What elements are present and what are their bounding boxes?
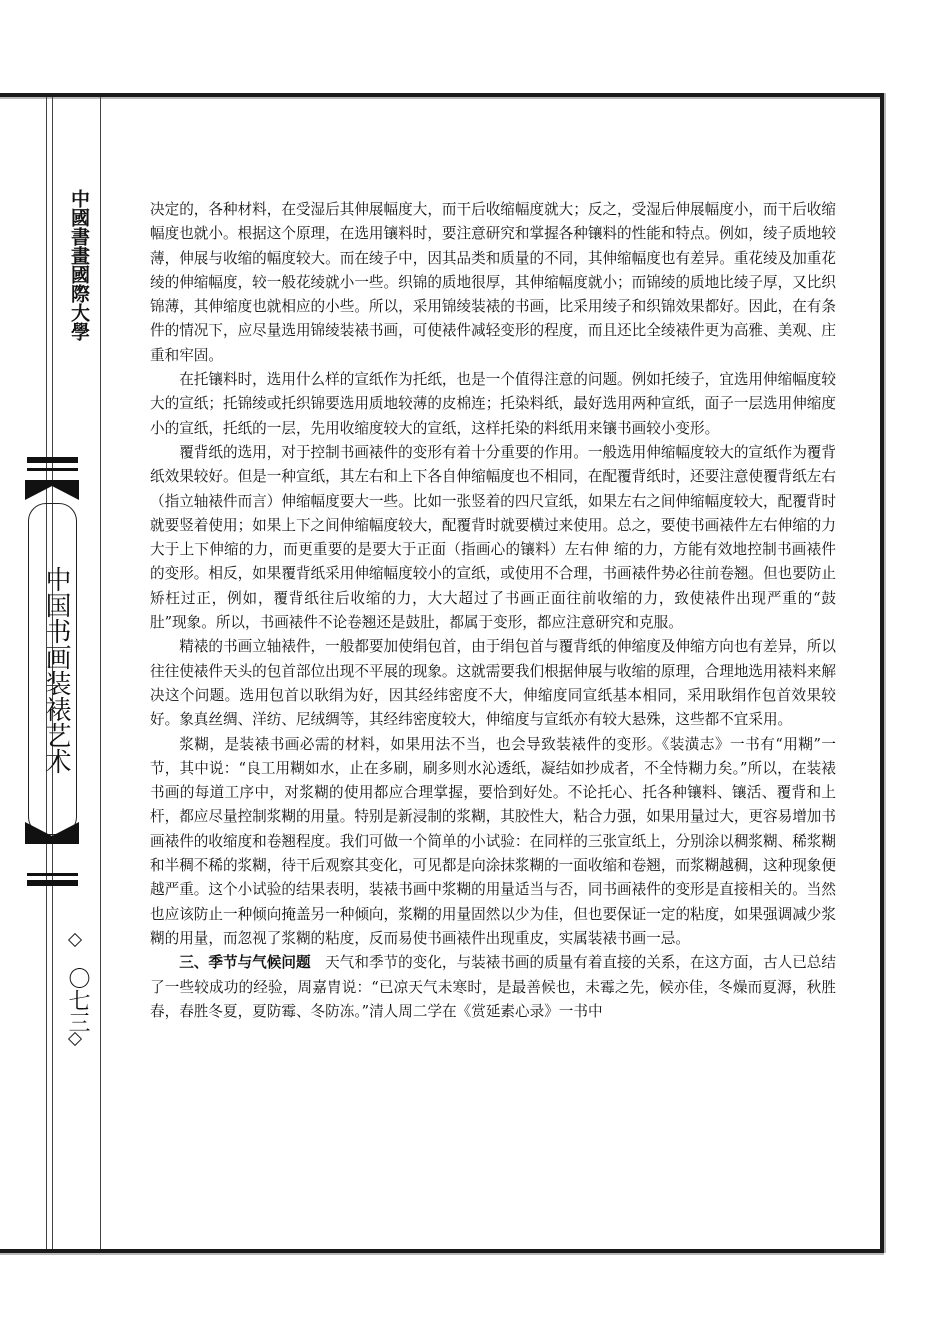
sidebar-rule: [100, 97, 101, 1249]
book-title: 中国书画装裱艺术: [41, 566, 71, 774]
paragraph: [150, 951, 836, 1024]
ornament-bar: [27, 873, 78, 876]
diamond-icon: [68, 933, 82, 947]
ornament-bar: [27, 457, 78, 463]
paragraph: 覆背纸的选用，对于控制书画裱件的变形有着十分重要的作用。一般选用伸缩幅度较大的宣纸作为覆背纸效果较好。但是一种宣纸，其左右和上下各自伸缩幅度也不相同，在配覆背纸时，还要注意使覆背纸左右（指立轴裱件而言）伸缩幅度要大一些。比如一张竖着的四尺宣纸，如果左右之间伸缩幅度较大，配覆背时就要竖着使用；如果上下之间伸缩幅度较大，配覆背时就要横过来使用。总之，要使书画裱件左右伸缩的力大于上下伸缩的力，而更重要的是要大于正面（指画心的镶料）左右伸 缩的力，方能有效地控制书画裱件的变形。相反，如果覆背纸采用伸缩幅度较小的宣纸，或使用不合理，书画裱件势必往前卷翘。但也要防止矫枉过正，例如，覆背纸往后收缩的力，大大超过了书画正面往前收缩的力，致使裱件出现严重的“鼓肚”现象。所以，书画裱件不论卷翘还是鼓肚，都属于变形，都应注意研究和克服。: [150, 443, 836, 632]
paragraph: 在托镶料时，选用什么样的宣纸作为托纸，也是一个值得注意的问题。例如托绫子，宜选用伸缩幅度较大的宣纸；托锦绫或托织锦要选用质地较薄的皮棉连；托染料纸，最好选用两种宣纸，面子一层选用伸缩度小的宣纸，托纸的一层，先用收缩度较大的宣纸，这样托染的料纸用来镶书画较小变形。: [150, 371, 836, 437]
page-number: 〇七三: [65, 967, 90, 1033]
page-frame-top: [0, 93, 884, 97]
paragraph: 浆糊，是装裱书画必需的材料，如果用法不当，也会导致装裱件的变形。《装潢志》一书有“用糊”一节，其中说：“良工用糊如水，止在多刷，刷多则水沁透纸，凝结如抄成者，不全恃糊力矣。”所以，在装裱书画的每道工序中，对浆糊的使用都应合理掌握，要恰到好处。不论托心、托各种镶料、镶活、覆背和上杆，都应尽量控制浆糊的用量。特别是新浸制的浆糊，其胶性大，粘合力强，如果用量过大，更容易增加书画裱件的收缩度和卷翘程度。我们可做一个简单的小试验：在同样的三张宣纸上，分别涂以稠浆糊、稀浆糊和半稠不稀的浆糊，待干后观察其变化，可见都是向涂抹浆糊的一面收缩和卷翘，而浆糊越稠，这种现象便越严重。这个小试验的结果表明，装裱书画中浆糊的用量适当与否，同书画裱件的变形是直接相关的。当然也应该防止一种倾向掩盖另一种倾向，浆糊的用量固然以少为佳，但也要保证一定的粘度，如果强调减少浆糊的用量，而忽视了浆糊的粘度，反而易使书画裱件出现重皮，实属装裱书画一忌。: [150, 735, 836, 947]
ornament-bar: [27, 880, 78, 886]
page-frame-bottom: [0, 1249, 884, 1253]
page-frame-right: [880, 93, 884, 1253]
chevron-ornament-icon: [22, 478, 82, 504]
paragraph-text: 天气和季节的变化，与装裱书画的质量有着直接的关系，在这方面，古人已总结了一些较成功的经验，周嘉胄说：“已凉天气未寒时，是最善候也，未霉之先，候亦佳，冬燥而夏溽，秋胜春，春胜冬夏，夏防霉、冬防冻。”清人周二学在《赏延素心录》一书中: [150, 954, 836, 1020]
university-name: 中國書畫國際大學: [68, 189, 90, 341]
paragraph: 精裱的书画立轴裱件，一般都要加使绢包首，由于绢包首与覆背纸的伸缩度及伸缩方向也有差异，所以往往使裱件天头的包首部位出现不平展的现象。这就需要我们根据伸展与收缩的原理，合理地选用裱料来解决这个问题。选用包首以耿绢为好，因其经纬密度不大，伸缩度同宣纸基本相同，采用耿绢作包首效果较好。象真丝绸、洋纺、尼绒绸等，其经纬密度较大，伸缩度与宣纸亦有较大悬殊，这些都不宜采用。: [150, 638, 836, 729]
section-heading: 三、季节与气候问题: [179, 954, 311, 972]
body-text: [150, 198, 836, 1024]
chevron-ornament-icon: [22, 818, 82, 846]
paragraph: 决定的，各种材料，在受湿后其伸展幅度大，而干后收缩幅度就大；反之，受湿后伸展幅度小，而干后收缩幅度也就小。根据这个原理，在选用镶料时，要注意研究和掌握各种镶料的性能和特点。例如，绫子质地较薄，伸展与收缩的幅度较大。而在绫子中，因其品类和质量的不同，其伸缩幅度也有差异。重花绫及加重花绫的伸缩幅度，较一般花绫就小一些。织锦的质地很厚，其伸缩幅度就小；而锦绫的质地比绫子厚，又比织锦薄，其伸缩度也就相应的小些。所以，采用锦绫装裱的书画，比采用绫子和织锦效果都好。因此，在有条件的情况下，应尽量选用锦绫装裱书画，可使裱件减轻变形的程度，而且还比全绫裱件更为高雅、美观、庄重和牢固。: [150, 201, 836, 364]
ornament-bar: [27, 468, 78, 471]
